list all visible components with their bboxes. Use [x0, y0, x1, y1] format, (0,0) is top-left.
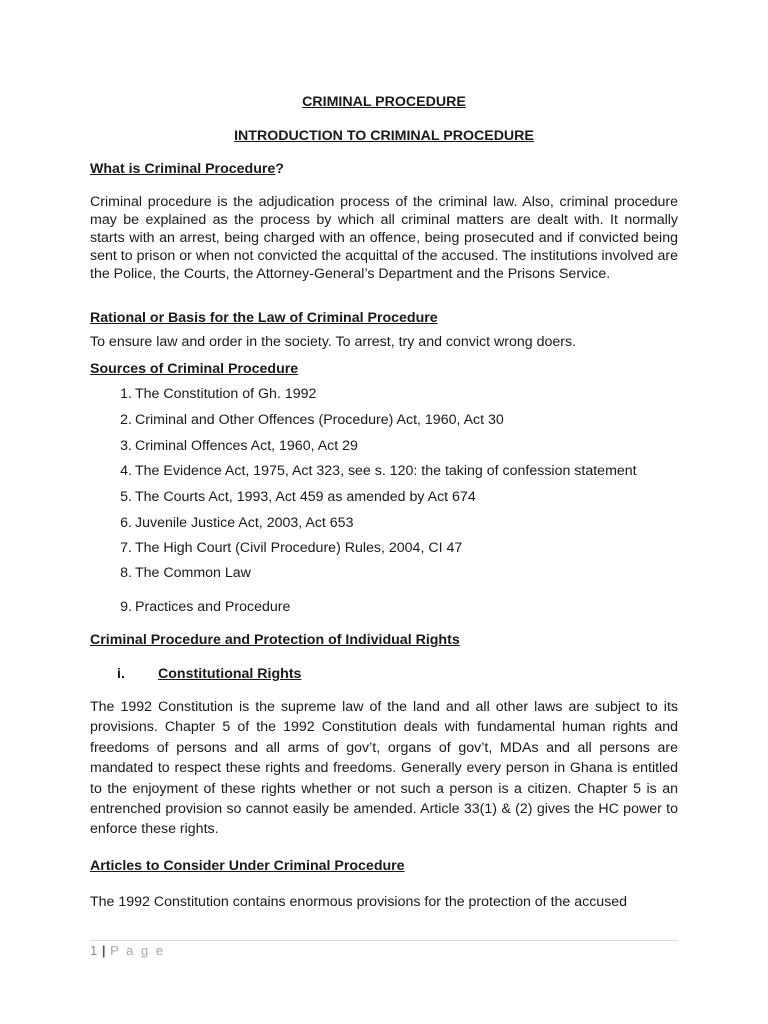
list-item-number: 4.: [120, 463, 132, 479]
what-is-heading: What is Criminal Procedure: [90, 161, 276, 177]
list-item-number: 6.: [120, 515, 132, 531]
protection-heading: Criminal Procedure and Protection of Individual Rights: [90, 632, 460, 648]
what-is-body: Criminal procedure is the adjudication process of the criminal law. Also, criminal procedure may be explained as the process by which all criminal matters are dealt with. It normally starts with an arrest, being charged with an offence, being prosecuted and if convicted being sent to prison or when not convicted the acquittal of the accused. The institutions involved are the Police, the Courts, the Attorney-General’s Department and the Prisons Service.: [90, 194, 678, 282]
list-item-number: 5.: [120, 489, 132, 505]
list-item-number: 8.: [120, 565, 132, 581]
list-item-text: Juvenile Justice Act, 2003, Act 653: [135, 515, 354, 531]
list-item-text: Practices and Procedure: [135, 599, 291, 615]
list-item-text: Criminal Offences Act, 1960, Act 29: [135, 438, 358, 454]
constitutional-rights-body: The 1992 Constitution is the supreme law of the land and all other laws are subject to its provisions. Chapter 5 of the 1992 Constitution deals with fundamental human rights and freedoms of persons and all arms of gov’t, organs of gov’t, MDAs and all persons are mandated to respect these rights and freedoms. Generally every person in Ghana is entitled to the enjoyment of these rights whether or not such a person is a citizen. Chapter 5 is an entrenched provision so cannot easily be amended. Article 33(1) & (2) gives the HC power to enforce these rights.: [90, 699, 678, 838]
sources-heading: Sources of Criminal Procedure: [90, 361, 299, 377]
what-is-heading-line: [90, 161, 284, 177]
constitutional-rights-heading: Constitutional Rights: [158, 666, 302, 682]
list-item-number: 7.: [120, 540, 132, 556]
document-subtitle: INTRODUCTION TO CRIMINAL PROCEDURE: [234, 128, 534, 144]
list-item-text: The Courts Act, 1993, Act 459 as amended by Act 674: [135, 489, 476, 505]
page-footer: [90, 943, 165, 958]
subsection-number: i.: [117, 666, 125, 682]
list-item-number: 3.: [120, 438, 132, 454]
footer-separator: |: [101, 943, 106, 958]
list-item-number: 2.: [120, 412, 132, 428]
list-item-text: The Constitution of Gh. 1992: [135, 386, 317, 402]
list-item-number: 9.: [120, 599, 132, 615]
document-title: CRIMINAL PROCEDURE: [302, 94, 466, 110]
list-item-number: 1.: [120, 386, 132, 402]
page-number: 1: [90, 943, 98, 958]
what-is-heading-suffix: ?: [275, 161, 284, 177]
rational-body: To ensure law and order in the society. To arrest, try and convict wrong doers.: [90, 334, 577, 350]
list-item-text: Criminal and Other Offences (Procedure) Act, 1960, Act 30: [135, 412, 504, 428]
rational-heading: Rational or Basis for the Law of Criminal Procedure: [90, 310, 438, 326]
list-item-text: The Evidence Act, 1975, Act 323, see s. 120: the taking of confession statement: [135, 463, 637, 479]
articles-body: The 1992 Constitution contains enormous provisions for the protection of the accused: [90, 894, 628, 910]
list-item-text: The High Court (Civil Procedure) Rules, 2004, CI 47: [135, 540, 463, 556]
articles-heading: Articles to Consider Under Criminal Procedure: [90, 858, 405, 874]
page-label: P a g e: [110, 943, 166, 958]
footer-divider: [90, 940, 678, 941]
list-item-text: The Common Law: [135, 565, 251, 581]
